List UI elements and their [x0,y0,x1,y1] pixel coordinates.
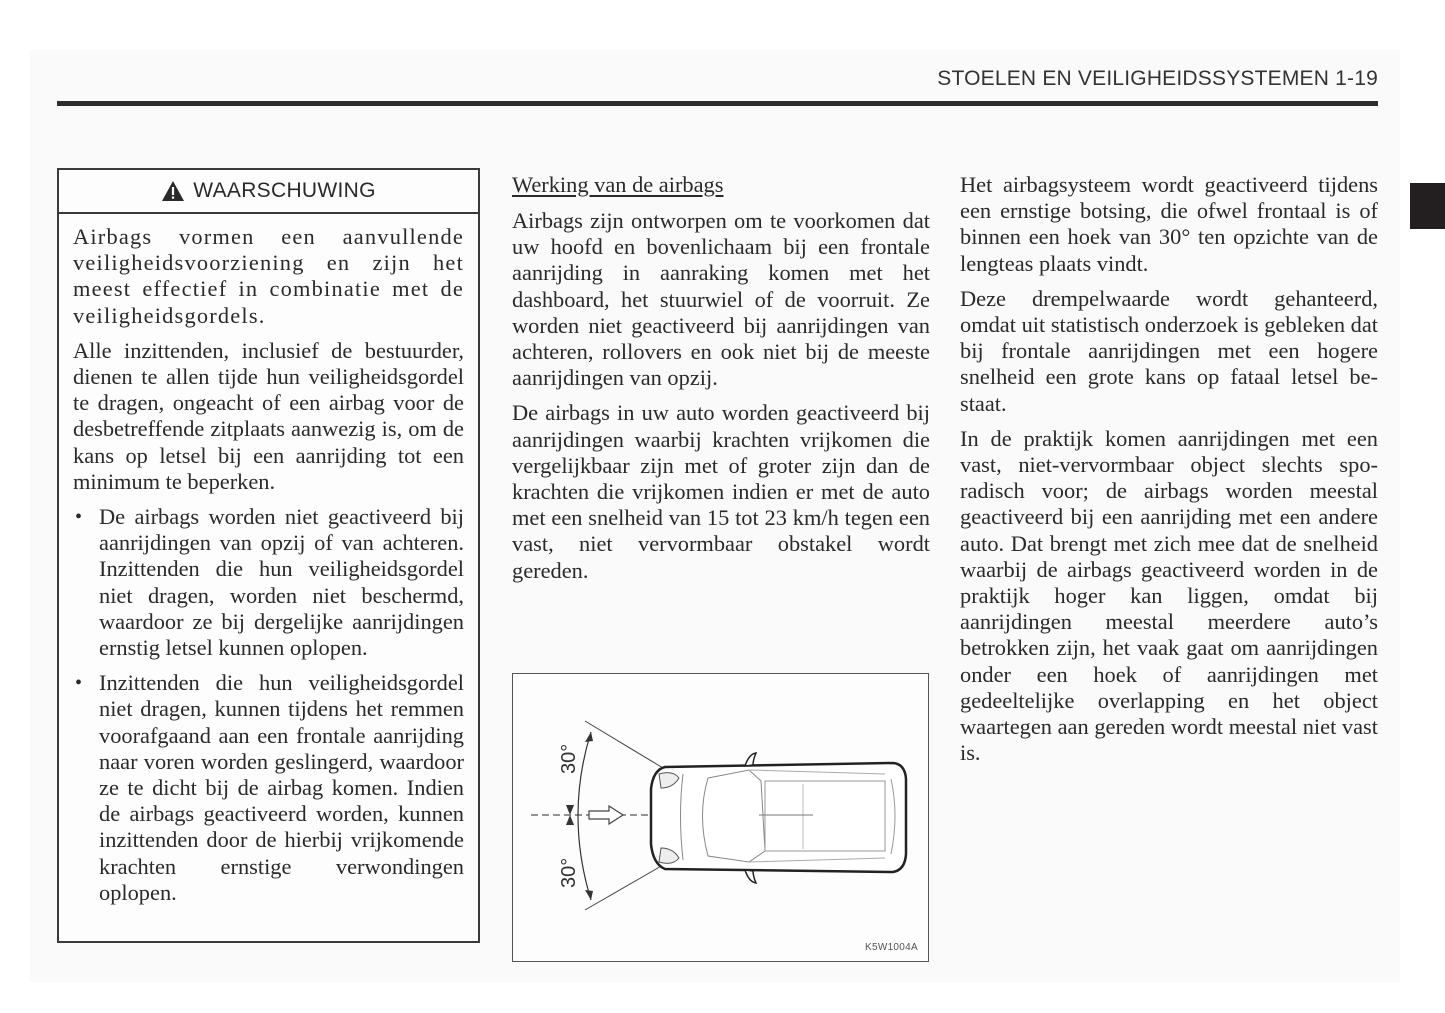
column-middle [512,172,930,593]
warning-bullet-text: Inzittenden die hun veiligheidsgordel niet dragen, kunnen tijdens het remmen voorafgaand aan een frontale aanrijding naar voren worden geslingerd, waardoor ze te dicht bij de airbag komen. Indien de airbags geactiveerd worden, kunnen inzittenden door de hierbij vrijkomende krachten ernstige verwondingen oplopen. [99,670,464,905]
warning-triangle-icon [161,180,185,202]
warning-body [59,214,478,906]
figure-code: K5W1004A [865,942,918,953]
body-paragraph: Airbags zijn ontworpen om te voorkomen dat uw hoofd en bovenlichaam bij een frontale aanrijding in aanraking komen met het dashboard, het stuurwiel of de voorruit. Ze worden niet geactiveerd bij aanrijdingen van achteren, rollovers en ook niet bij de meeste aanrijdingen van opzij. [512,208,930,391]
warning-paragraph: Airbags vormen een aanvullende veiligheidsvoorziening en zijn het meest effectief in combinatie met de veiligheidsgordels. [73,224,464,328]
warning-bullet-item [73,504,464,661]
body-paragraph: In de praktijk komen aanrijdingen met een vast, niet-vervormbaar object slechts sporadisch voor; de airbags worden meestal geactiveerd bij een aanrijding met een andere auto. Dat brengt met zich mee dat de snelheid waarbij de airbags geactiveerd worden in de praktijk hoger kan liggen, omdat bij aanrijdingen meestal meerdere auto’s betrokken zijn, het vaak gaat om aanrijdingen onder een hoek of aanrijdingen met gedeeltelijke overlapping en het object waartegen aan gereden wordt meestal niet vast is. [960,425,1378,766]
airbag-angle-figure [512,673,929,962]
car-top-view-diagram [513,674,928,961]
body-paragraph: Deze drempelwaarde wordt gehanteerd, omdat uit statistisch onderzoek is gebleken dat bij frontale aanrijdingen met een hogere snelheid een grote kans op fataal letsel bestaat. [960,285,1378,416]
warning-bullet-item [73,670,464,906]
warning-bullet-text: De airbags worden niet geactiveerd bij aanrijdingen van opzij of van achteren. Inzittenden die hun veiligheidsgordel niet dragen, worden niet beschermd, waardoor ze bij dergelijke aanrijdingen ernstig letsel kunnen oplopen. [99,504,464,661]
angle-label-lower: 30° [558,857,580,888]
warning-header [59,170,478,214]
bullet-icon: • [75,672,83,695]
warning-box [57,168,480,943]
warning-title: WAARSCHUWING [193,179,376,202]
running-header: STOELEN EN VEILIGHEIDSSYSTEMEN 1-19 [937,67,1378,90]
section-thumb-tab [1410,183,1445,229]
angle-label-upper: 30° [558,743,580,774]
body-paragraph: De airbags in uw auto worden geactiveerd bij aanrijdingen waarbij krachten vrijkomen die vergelijkbaar zijn met of groter zijn dan de krachten die vrijkomen indien er met de auto met een snelheid van 15 tot 23 km/h tegen een vast, niet vervormbaar obstakel wordt gereden. [512,400,930,583]
section-heading: Werking van de airbags [512,172,724,197]
warning-paragraph: Alle inzittenden, inclusief de bestuurder, dienen te allen tijde hun veiligheidsgordel te dragen, ongeacht of een airbag voor de desbetreffende zitplaats aanwezig is, om de kans op letsel bij een aanrijding tot een minimum te beperken. [73,337,464,494]
body-paragraph: Het airbagsysteem wordt geactiveerd tijdens een ernstige botsing, die ofwel frontaal is of binnen een hoek van 30° ten opzichte van de lengteas plaats vindt. [960,172,1378,276]
bullet-icon: • [75,506,83,529]
column-right [960,172,1378,775]
header-rule [57,101,1378,106]
